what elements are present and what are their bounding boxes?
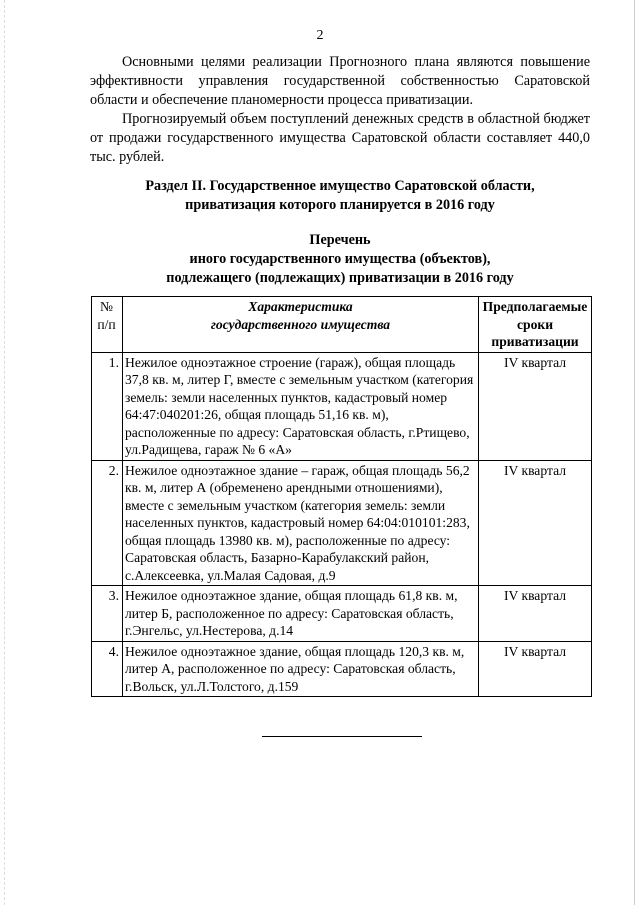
header-term-line2: сроки bbox=[516, 316, 554, 332]
row-number: 2. bbox=[92, 460, 123, 586]
table-header-row bbox=[92, 297, 592, 353]
section-heading bbox=[90, 177, 590, 215]
row-number: 4. bbox=[92, 641, 123, 697]
list-heading bbox=[90, 231, 590, 288]
paragraph-revenue: Прогнозируемый объем поступлений денежных средств в областной бюджет от продажи государственного имущества Саратовской области составляет 440,0 тыс. рублей. bbox=[90, 111, 590, 165]
header-characteristic-line1: Характеристика bbox=[248, 299, 353, 314]
header-term bbox=[479, 297, 592, 353]
section-heading-line2: приватизация которого планируется в 2016 году bbox=[185, 197, 495, 213]
paragraph-goals: Основными целями реализации Прогнозного плана являются повышение эффективности управления государственной собственностью Саратовской области и обеспечение планомерности процесса приватизации. bbox=[90, 54, 590, 108]
table-row bbox=[92, 352, 592, 460]
row-description: Нежилое одноэтажное строение (гараж), общая площадь 37,8 кв. м, литер Г, вместе с земельным участком (категория земель: земли населенных пунктов, кадастровый номер 64:47:040201:26, общая площадь 51,16 кв. м), расположенные по адресу: Саратовская область, г.Ртищево, ул.Радищева, гараж № 6 «А» bbox=[123, 352, 479, 460]
row-description: Нежилое одноэтажное здание – гараж, общая площадь 56,2 кв. м, литер А (обременено арендными отношениями), вместе с земельным участком (категория земель: земли населенных пунктов, кадастровый номер 64:04:010101:283, общая площадь 13980 кв. м), расположенные по адресу: Саратовская область, Базарно-Карабулакский район, с.Алексеевка, ул.Малая Садовая, д.9 bbox=[123, 460, 479, 586]
row-number: 3. bbox=[92, 586, 123, 642]
row-term: IV квартал bbox=[479, 460, 592, 586]
section-heading-line1: Раздел II. Государственное имущество Саратовской области, bbox=[145, 178, 535, 194]
closing-divider-line bbox=[262, 736, 422, 737]
row-description: Нежилое одноэтажное здание, общая площадь 120,3 кв. м, литер А, расположенное по адресу: Саратовская область, г.Вольск, ул.Л.Толстого, д.159 bbox=[123, 641, 479, 697]
table-row bbox=[92, 586, 592, 642]
header-characteristic-line2: государственного имущества bbox=[210, 316, 391, 332]
table-row bbox=[92, 460, 592, 586]
row-term: IV квартал bbox=[479, 352, 592, 460]
row-term: IV квартал bbox=[479, 586, 592, 642]
row-description: Нежилое одноэтажное здание, общая площадь 61,8 кв. м, литер Б, расположенное по адресу: Саратовская область, г.Энгельс, ул.Нестерова, д.14 bbox=[123, 586, 479, 642]
row-term: IV квартал bbox=[479, 641, 592, 697]
list-heading-line2: иного государственного имущества (объектов), bbox=[189, 251, 491, 267]
header-number-line2: п/п bbox=[97, 316, 116, 332]
property-table bbox=[91, 296, 592, 697]
list-heading-line1: Перечень bbox=[309, 232, 371, 248]
row-number: 1. bbox=[92, 352, 123, 460]
header-number-line1: № bbox=[100, 299, 113, 314]
table-row bbox=[92, 641, 592, 697]
page-number: 2 bbox=[316, 28, 324, 43]
scan-edge-right bbox=[634, 0, 635, 905]
header-number bbox=[92, 297, 123, 353]
scan-edge-left bbox=[4, 0, 5, 905]
list-heading-line3: подлежащего (подлежащих) приватизации в 2016 году bbox=[166, 270, 514, 286]
header-characteristic bbox=[123, 297, 479, 353]
header-term-line1: Предполагаемые bbox=[482, 299, 588, 314]
header-term-line3: приватизации bbox=[491, 334, 579, 349]
